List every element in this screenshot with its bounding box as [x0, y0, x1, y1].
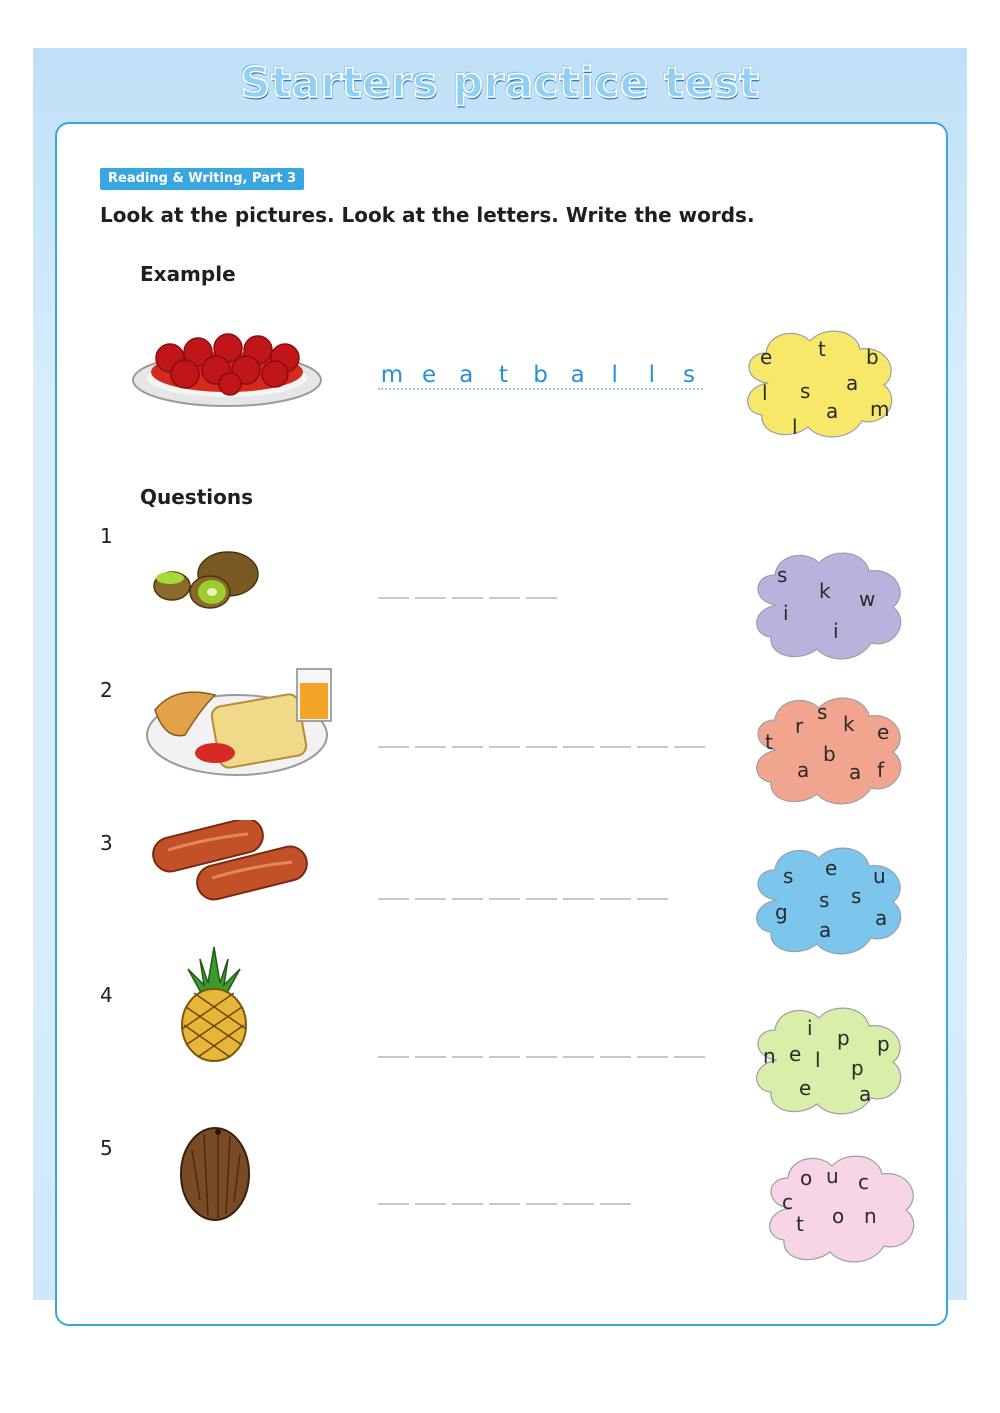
blank-line — [600, 1056, 631, 1058]
cloud-letter: k — [843, 712, 855, 736]
cloud-letter: e — [760, 345, 773, 369]
question-number: 2 — [100, 678, 113, 702]
cloud-letter: i — [833, 619, 839, 643]
blank-line — [452, 746, 483, 748]
cloud-letter: c — [858, 1170, 869, 1194]
blank-line — [415, 1056, 446, 1058]
blank-line — [563, 1203, 594, 1205]
answer-letter: a — [570, 362, 585, 388]
blank-line — [600, 1203, 631, 1205]
blank-line — [452, 1056, 483, 1058]
cloud-letter: a — [859, 1082, 872, 1106]
blank-line — [415, 746, 446, 748]
cloud-letter: o — [800, 1166, 813, 1190]
cloud-letter: e — [877, 720, 890, 744]
blank-line — [526, 1056, 557, 1058]
sausages-image — [148, 820, 313, 905]
answer-letter: b — [533, 362, 548, 388]
meatballs-image — [130, 328, 325, 413]
cloud-letter: a — [819, 918, 832, 942]
cloud-letter: a — [826, 399, 839, 423]
answer-letter: m — [380, 362, 404, 388]
cloud-letter: w — [859, 587, 876, 611]
cloud-letter: l — [815, 1048, 821, 1072]
answer-blanks[interactable] — [378, 1056, 705, 1058]
cloud-letter: p — [851, 1056, 864, 1080]
cloud-letter: e — [825, 856, 838, 880]
cloud-letter: r — [795, 714, 804, 738]
blank-line — [563, 746, 594, 748]
cloud-letter: e — [789, 1042, 802, 1066]
cloud-letter: p — [837, 1026, 850, 1050]
cloud-letter: i — [807, 1016, 813, 1040]
cloud-letter: t — [818, 337, 826, 361]
letter-cloud — [760, 1148, 926, 1268]
cloud-letter: s — [817, 700, 828, 724]
example-heading: Example — [140, 262, 236, 286]
answer-letter: l — [611, 362, 618, 388]
blank-line — [600, 898, 631, 900]
blank-line — [526, 898, 557, 900]
cloud-letter: b — [823, 742, 836, 766]
cloud-letter: p — [877, 1032, 890, 1056]
letter-cloud — [747, 545, 913, 665]
blank-line — [637, 1056, 668, 1058]
cloud-letter: t — [796, 1212, 804, 1236]
cloud-letter: u — [873, 864, 886, 888]
blank-line — [378, 597, 409, 599]
answer-letter: s — [683, 362, 695, 388]
cloud-shape — [747, 545, 913, 665]
blank-line — [563, 1056, 594, 1058]
cloud-letter: s — [777, 563, 788, 587]
answer-letter: e — [422, 362, 437, 388]
blank-line — [378, 1203, 409, 1205]
cloud-letter: o — [832, 1204, 845, 1228]
blank-line — [489, 1056, 520, 1058]
breakfast-image — [145, 665, 340, 780]
blank-line — [637, 746, 668, 748]
cloud-letter: a — [797, 758, 810, 782]
blank-line — [526, 597, 557, 599]
cloud-letter: l — [792, 415, 798, 439]
cloud-letter: s — [819, 888, 830, 912]
cloud-letter: n — [763, 1044, 776, 1068]
answer-blanks[interactable] — [378, 1203, 631, 1205]
cloud-letter: g — [775, 900, 788, 924]
blank-line — [489, 597, 520, 599]
cloud-letter: a — [849, 760, 862, 784]
cloud-letter: t — [765, 730, 773, 754]
cloud-letter: i — [783, 601, 789, 625]
question-number: 4 — [100, 983, 113, 1007]
letter-cloud — [747, 840, 913, 960]
cloud-letter: e — [799, 1076, 812, 1100]
cloud-letter: b — [866, 345, 879, 369]
answer-blanks[interactable] — [378, 898, 668, 900]
blank-line — [489, 898, 520, 900]
answer-letter: t — [498, 362, 508, 388]
cloud-letter: m — [870, 397, 890, 421]
example-answer — [378, 358, 703, 390]
letter-cloud — [747, 690, 913, 810]
blank-line — [452, 597, 483, 599]
cloud-letter: n — [864, 1204, 877, 1228]
instruction-text: Look at the pictures. Look at the letters. Write the words. — [100, 203, 755, 227]
coconut-image — [178, 1120, 253, 1225]
example-letter-cloud — [738, 323, 904, 443]
cloud-letter: s — [800, 379, 811, 403]
cloud-letter: c — [782, 1190, 793, 1214]
blank-line — [489, 746, 520, 748]
answer-blanks[interactable] — [378, 597, 557, 599]
question-number: 3 — [100, 831, 113, 855]
blank-line — [378, 898, 409, 900]
cloud-letter: k — [819, 579, 831, 603]
blank-line — [526, 746, 557, 748]
blank-line — [452, 1203, 483, 1205]
cloud-letter: l — [762, 381, 768, 405]
blank-line — [526, 1203, 557, 1205]
blank-line — [415, 597, 446, 599]
blank-line — [600, 746, 631, 748]
blank-line — [415, 898, 446, 900]
blank-line — [452, 898, 483, 900]
section-badge: Reading & Writing, Part 3 — [100, 168, 304, 190]
answer-letter: a — [459, 362, 474, 388]
cloud-letter: s — [851, 884, 862, 908]
pineapple-image — [178, 945, 250, 1065]
cloud-letter: a — [846, 371, 859, 395]
blank-line — [563, 898, 594, 900]
blank-line — [378, 746, 409, 748]
cloud-letter: a — [875, 906, 888, 930]
letter-cloud — [747, 1000, 913, 1120]
blank-line — [489, 1203, 520, 1205]
blank-line — [674, 1056, 705, 1058]
question-number: 1 — [100, 524, 113, 548]
cloud-letter: f — [877, 758, 885, 782]
blank-line — [637, 898, 668, 900]
cloud-letter: u — [826, 1164, 839, 1188]
cloud-letter: s — [783, 864, 794, 888]
kiwi-image — [150, 548, 260, 610]
blank-line — [415, 1203, 446, 1205]
blank-line — [378, 1056, 409, 1058]
blank-line — [674, 746, 705, 748]
question-number: 5 — [100, 1136, 113, 1160]
questions-heading: Questions — [140, 485, 254, 509]
page-title: Starters practice test — [240, 58, 760, 107]
answer-blanks[interactable] — [378, 746, 705, 748]
answer-letter: l — [648, 362, 656, 388]
